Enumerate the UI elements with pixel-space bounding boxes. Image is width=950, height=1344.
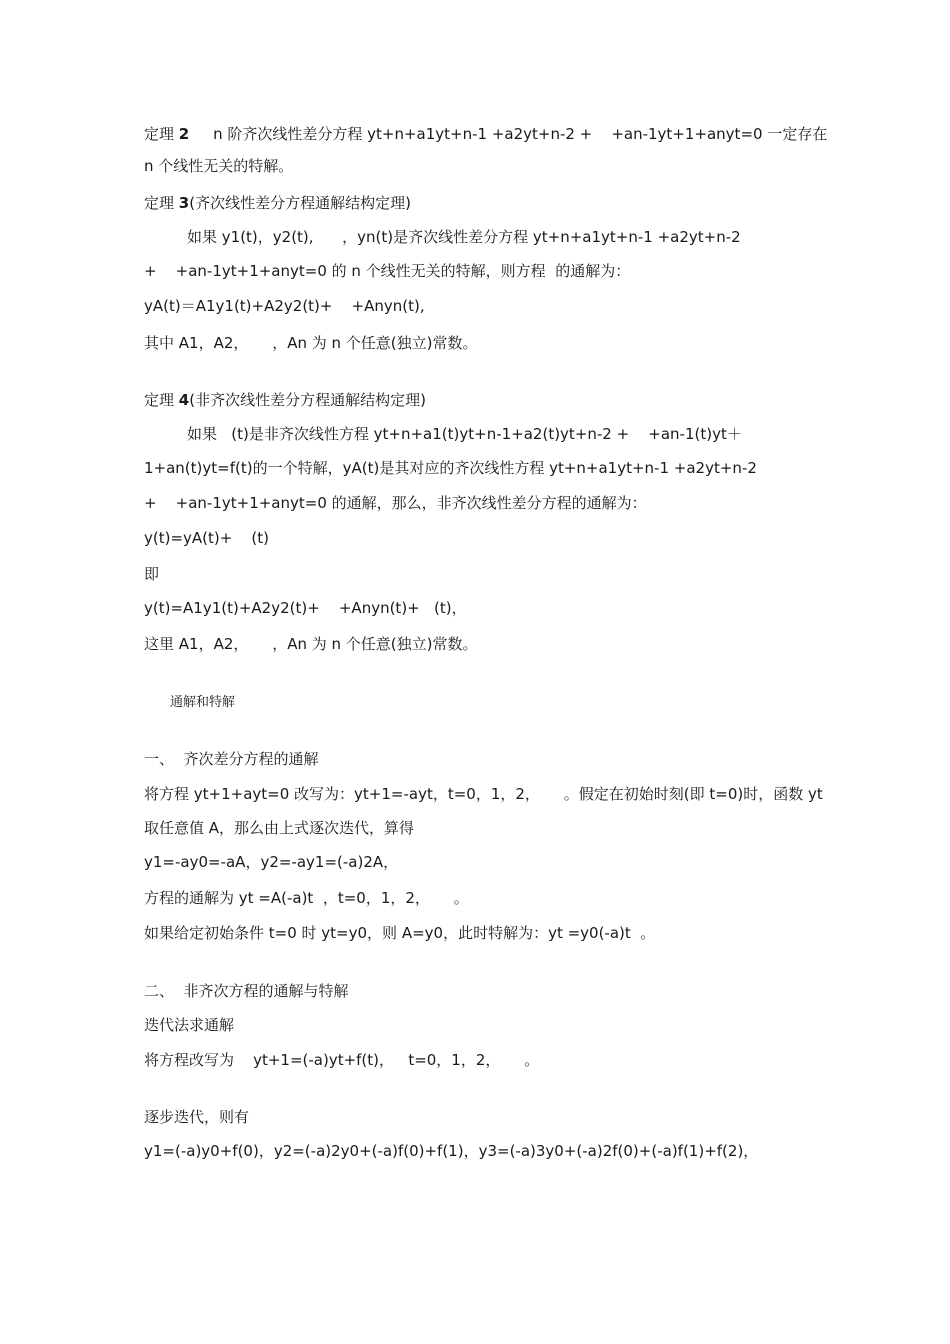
theorem4-title: (非齐次线性差分方程通解结构定理) [189, 391, 426, 409]
theorem4-line4: y(t)=yA(t)+ (t) [144, 529, 269, 547]
theorem2-line1 [144, 124, 827, 144]
part1-line2: 取任意值 A，那么由上式逐次迭代，算得 [144, 819, 415, 837]
part1-line4: 方程的通解为 yt =A(-a)t ，t=0，1，2， 。 [144, 889, 469, 907]
theorem2-number: 2 [178, 125, 190, 143]
theorem4-number: 4 [178, 391, 190, 409]
part2-line2: 将方程改写为 yt+1=(-a)yt+f(t)， t=0，1，2， 。 [144, 1051, 540, 1069]
theorem4-line7: 这里 A1，A2， ，An 为 n 个任意(独立)常数。 [144, 635, 478, 653]
part1-line1: 将方程 yt+1+ayt=0 改写为：yt+1=-ayt，t=0，1，2， 。假定在初始时刻(即 t=0)时，函数 yt [144, 785, 823, 803]
theorem2-line2: n 个线性无关的特解。 [144, 157, 294, 175]
theorem3-title: (齐次线性差分方程通解结构定理) [189, 194, 411, 212]
theorem2-text1: n 阶齐次线性差分方程 yt+n+a1yt+n-1 +a2yt+n-2 + +an-1yt+1+anyt=0 一定存在 [213, 125, 828, 143]
theorem3-line3: yA(t)＝A1y1(t)+A2y2(t)+ +Anyn(t), [144, 297, 425, 315]
part1-line3: y1=-ay0=-aA，y2=-ay1=(-a)2A， [144, 853, 399, 871]
theorem3-heading [144, 193, 411, 213]
theorem3-label: 定理 [144, 194, 175, 212]
theorem2-label: 定理 [144, 125, 175, 143]
part1-heading: 一、 齐次差分方程的通解 [144, 750, 319, 768]
theorem3-line2: + +an-1yt+1+anyt=0 的 n 个线性无关的特解，则方程 的通解为： [144, 262, 631, 280]
part2-line1: 迭代法求通解 [144, 1016, 235, 1034]
theorem4-label: 定理 [144, 391, 175, 409]
theorem4-heading [144, 390, 426, 410]
part1-line5: 如果给定初始条件 t=0 时 yt=y0，则 A=y0，此时特解为：yt =y0(-a)t 。 [144, 924, 656, 942]
theorem4-line6: y(t)=A1y1(t)+A2y2(t)+ +Anyn(t)+ (t)， [144, 599, 467, 617]
theorem3-number: 3 [178, 194, 190, 212]
theorem4-line5: 即 [144, 565, 160, 583]
part2-heading: 二、 非齐次方程的通解与特解 [144, 982, 349, 1000]
theorem3-line1: 如果 y1(t)，y2(t), ，yn(t)是齐次线性差分方程 yt+n+a1yt+n-1 +a2yt+n-2 [187, 228, 741, 246]
part2-line3: 逐步迭代，则有 [144, 1108, 250, 1126]
section-title: 通解和特解 [170, 695, 236, 710]
theorem4-line2: 1+an(t)yt=f(t)的一个特解，yA(t)是其对应的齐次线性方程 yt+n+a1yt+n-1 +a2yt+n-2 [144, 459, 757, 477]
theorem4-line3: + +an-1yt+1+anyt=0 的通解，那么，非齐次线性差分方程的通解为： [144, 494, 647, 512]
part2-line4: y1=(-a)y0+f(0)，y2=(-a)2y0+(-a)f(0)+f(1)，y3=(-a)3y0+(-a)2f(0)+(-a)f(1)+f(2)， [144, 1142, 759, 1160]
theorem3-line4: 其中 A1，A2， ，An 为 n 个任意(独立)常数。 [144, 334, 478, 352]
theorem4-line1: 如果 (t)是非齐次线性方程 yt+n+a1(t)yt+n-1+a2(t)yt+n-2 + +an-1(t)yt＋ [187, 425, 742, 443]
